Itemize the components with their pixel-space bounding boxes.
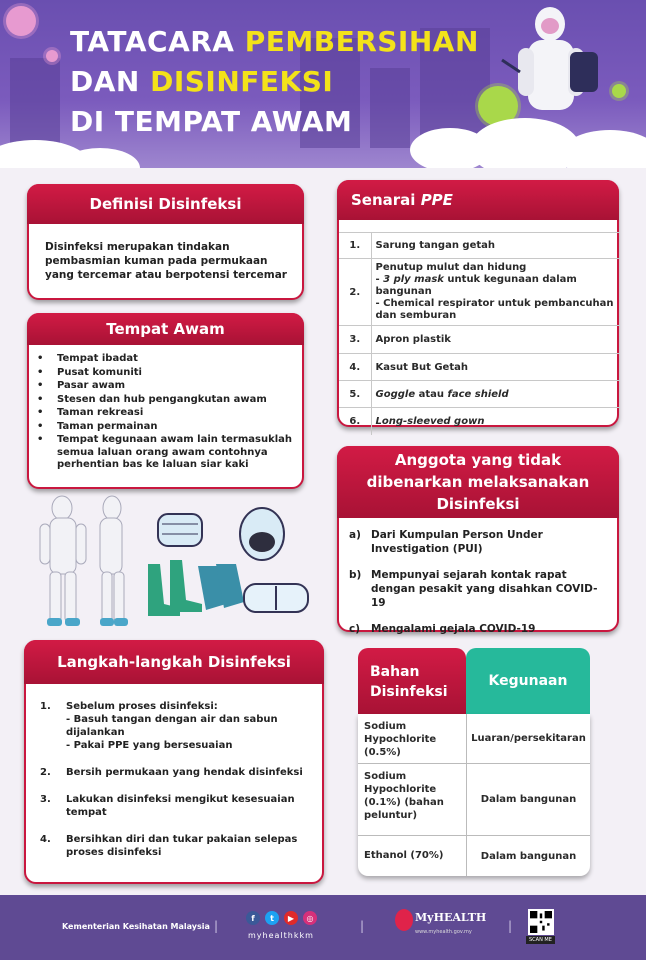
title-text: DI TEMPAT AWAM bbox=[70, 105, 353, 138]
bahan-cell: Ethanol (70%) bbox=[364, 850, 444, 861]
tempat-awam-list bbox=[31, 353, 294, 473]
footer-divider: | bbox=[360, 919, 365, 933]
list-item bbox=[347, 528, 609, 556]
anggota-list bbox=[347, 528, 609, 648]
langkah-list bbox=[40, 700, 312, 873]
list-item bbox=[347, 568, 609, 610]
row-plain: atau bbox=[415, 388, 448, 400]
ppe-heading-text: Senarai bbox=[351, 191, 416, 209]
ppe-heading bbox=[337, 180, 619, 220]
definisi-text: Disinfeksi merupakan tindakan pembasmian kuman pada permukaan yang tercemar atau berpotensi tercemar bbox=[45, 241, 287, 281]
anggota-card bbox=[337, 446, 619, 635]
definisi-card bbox=[27, 184, 304, 300]
bahan-cell: Sodium Hypochlorite (0.1%) (bahan peluntur) bbox=[364, 771, 444, 821]
item-label: a) bbox=[349, 529, 361, 541]
langkah-card bbox=[24, 640, 324, 884]
step-number: 4. bbox=[40, 834, 51, 845]
row-number: 3. bbox=[339, 326, 371, 354]
title-highlight: PEMBERSIHAN bbox=[244, 25, 479, 58]
logo-url: www.myhealth.gov.my bbox=[415, 929, 472, 935]
step-sub-text: - Basuh tangan dengan air dan sabun dijalankan bbox=[66, 714, 278, 738]
step-sub-text: - Pakai PPE yang bersesuaian bbox=[66, 740, 233, 751]
row-italic: face shield bbox=[447, 388, 509, 400]
step-item bbox=[40, 793, 312, 819]
virus-icon bbox=[612, 84, 626, 98]
step-item bbox=[40, 833, 312, 859]
table-row bbox=[358, 764, 590, 836]
list-item: • Taman permainan bbox=[31, 421, 294, 434]
goggles-icon bbox=[244, 584, 308, 612]
kegunaan-cell: Dalam bangunan bbox=[466, 764, 590, 835]
row-text bbox=[371, 408, 619, 435]
langkah-heading: Langkah-langkah Disinfeksi bbox=[24, 640, 324, 684]
list-item: • Pusat komuniti bbox=[31, 367, 294, 380]
myhealth-logo bbox=[395, 907, 505, 943]
virus-icon bbox=[6, 6, 36, 36]
kegunaan-cell: Dalam bangunan bbox=[466, 836, 590, 876]
twitter-icon[interactable]: t bbox=[265, 911, 279, 925]
table-row bbox=[339, 259, 619, 326]
item-text: Mempunyai sejarah kontak rapat dengan pesakit yang disahkan COVID-19 bbox=[371, 569, 598, 609]
step-number: 3. bbox=[40, 794, 51, 805]
item-text: Mengalami gejala COVID-19 bbox=[371, 623, 536, 635]
row-sub-text: - Chemical respirator untuk pembancuhan dan semburan bbox=[375, 298, 614, 321]
row-italic: Goggle bbox=[375, 388, 416, 400]
tempat-awam-card bbox=[27, 313, 304, 489]
item-label: b) bbox=[349, 569, 362, 581]
row-text bbox=[371, 381, 619, 408]
rubber-gloves-icon bbox=[198, 564, 244, 610]
building-silhouette bbox=[10, 58, 60, 148]
logo-text: MyHEALTH bbox=[415, 911, 487, 924]
definisi-heading: Definisi Disinfeksi bbox=[27, 184, 304, 224]
protective-suit-side-icon bbox=[100, 496, 128, 626]
row-number: 4. bbox=[339, 354, 371, 381]
step-text: Bersihkan diri dan tukar pakaian selepas proses disinfeksi bbox=[66, 834, 298, 858]
list-item: • Taman rekreasi bbox=[31, 407, 294, 420]
face-mask-icon bbox=[158, 514, 202, 546]
row-text-main: Penutup mulut dan hidung bbox=[375, 262, 527, 273]
row-text: Kasut But Getah bbox=[371, 354, 619, 381]
table-row bbox=[339, 354, 619, 381]
ppe-heading-italic: PPE bbox=[420, 191, 453, 209]
list-item bbox=[347, 622, 609, 636]
bahan-header: Bahan Disinfeksi bbox=[358, 648, 466, 714]
bahan-table-body bbox=[358, 714, 590, 876]
row-text bbox=[371, 259, 619, 326]
row-italic: Long-sleeved gown bbox=[375, 415, 485, 427]
kegunaan-cell: Luaran/persekitaran bbox=[466, 714, 590, 763]
logo-figure-icon bbox=[395, 909, 413, 931]
respirator-icon bbox=[240, 508, 284, 560]
step-number: 2. bbox=[40, 767, 51, 778]
ppe-card bbox=[337, 180, 619, 427]
item-label: c) bbox=[349, 623, 361, 635]
footer-divider: | bbox=[214, 919, 219, 933]
title-text: TATACARA bbox=[70, 25, 245, 58]
ministry-name: Kementerian Kesihatan Malaysia bbox=[62, 922, 210, 931]
list-item: • Pasar awam bbox=[31, 380, 294, 393]
bahan-table bbox=[358, 648, 590, 876]
step-item bbox=[40, 766, 312, 779]
step-item bbox=[40, 700, 312, 752]
step-number: 1. bbox=[40, 701, 51, 712]
table-row bbox=[339, 408, 619, 435]
anggota-heading: Anggota yang tidak dibenarkan melaksanakan Disinfeksi bbox=[337, 446, 619, 518]
ppe-illustration bbox=[30, 494, 320, 634]
row-number: 1. bbox=[339, 233, 371, 259]
header-banner bbox=[0, 0, 646, 168]
sprayer-worker-icon bbox=[500, 2, 610, 132]
row-sub-text: - bbox=[375, 274, 384, 285]
table-row bbox=[339, 326, 619, 354]
table-row bbox=[339, 233, 619, 259]
title-text: DAN bbox=[70, 65, 151, 98]
item-text: Dari Kumpulan Person Under Investigation (PUI) bbox=[371, 529, 543, 555]
row-text: Sarung tangan getah bbox=[371, 233, 619, 259]
social-handle[interactable]: myhealthkkm bbox=[248, 931, 314, 940]
list-item: • Stesen dan hub pengangkutan awam bbox=[31, 394, 294, 407]
step-text: Sebelum proses disinfeksi: bbox=[66, 701, 218, 712]
qr-code-icon[interactable] bbox=[528, 909, 554, 935]
facebook-icon[interactable]: f bbox=[246, 911, 260, 925]
row-sub-italic: 3 ply mask bbox=[383, 274, 444, 285]
list-item: • Tempat kegunaan awam lain termasuklah semua laluan orang awam contohnya perhentian bas ke laluan siar kaki bbox=[31, 434, 294, 472]
instagram-icon[interactable]: ◎ bbox=[303, 911, 317, 925]
table-row bbox=[358, 836, 590, 876]
table-row bbox=[339, 381, 619, 408]
step-text: Lakukan disinfeksi mengikut kesesuaian tempat bbox=[66, 794, 295, 818]
row-sub-text: untuk kegunaan dalam bangunan bbox=[375, 274, 577, 297]
virus-icon bbox=[46, 50, 58, 62]
youtube-icon[interactable]: ▶ bbox=[284, 911, 298, 925]
row-number: 6. bbox=[339, 408, 371, 435]
row-number: 5. bbox=[339, 381, 371, 408]
social-links bbox=[246, 911, 317, 925]
tempat-awam-heading: Tempat Awam bbox=[27, 313, 304, 345]
row-text: Apron plastik bbox=[371, 326, 619, 354]
row-number: 2. bbox=[339, 259, 371, 326]
step-text: Bersih permukaan yang hendak disinfeksi bbox=[66, 767, 303, 778]
title-highlight: DISINFEKSI bbox=[150, 65, 334, 98]
ppe-table bbox=[339, 232, 619, 435]
scan-me-label: SCAN ME bbox=[526, 936, 555, 944]
bahan-cell: Sodium Hypochlorite (0.5%) bbox=[364, 721, 437, 758]
table-row bbox=[358, 714, 590, 764]
footer bbox=[0, 895, 646, 960]
page-title bbox=[70, 22, 479, 142]
rubber-boots-icon bbox=[148, 560, 202, 616]
footer-divider: | bbox=[508, 919, 513, 933]
protective-suit-icon bbox=[40, 496, 86, 626]
kegunaan-header: Kegunaan bbox=[466, 648, 590, 714]
list-item: • Tempat ibadat bbox=[31, 353, 294, 366]
